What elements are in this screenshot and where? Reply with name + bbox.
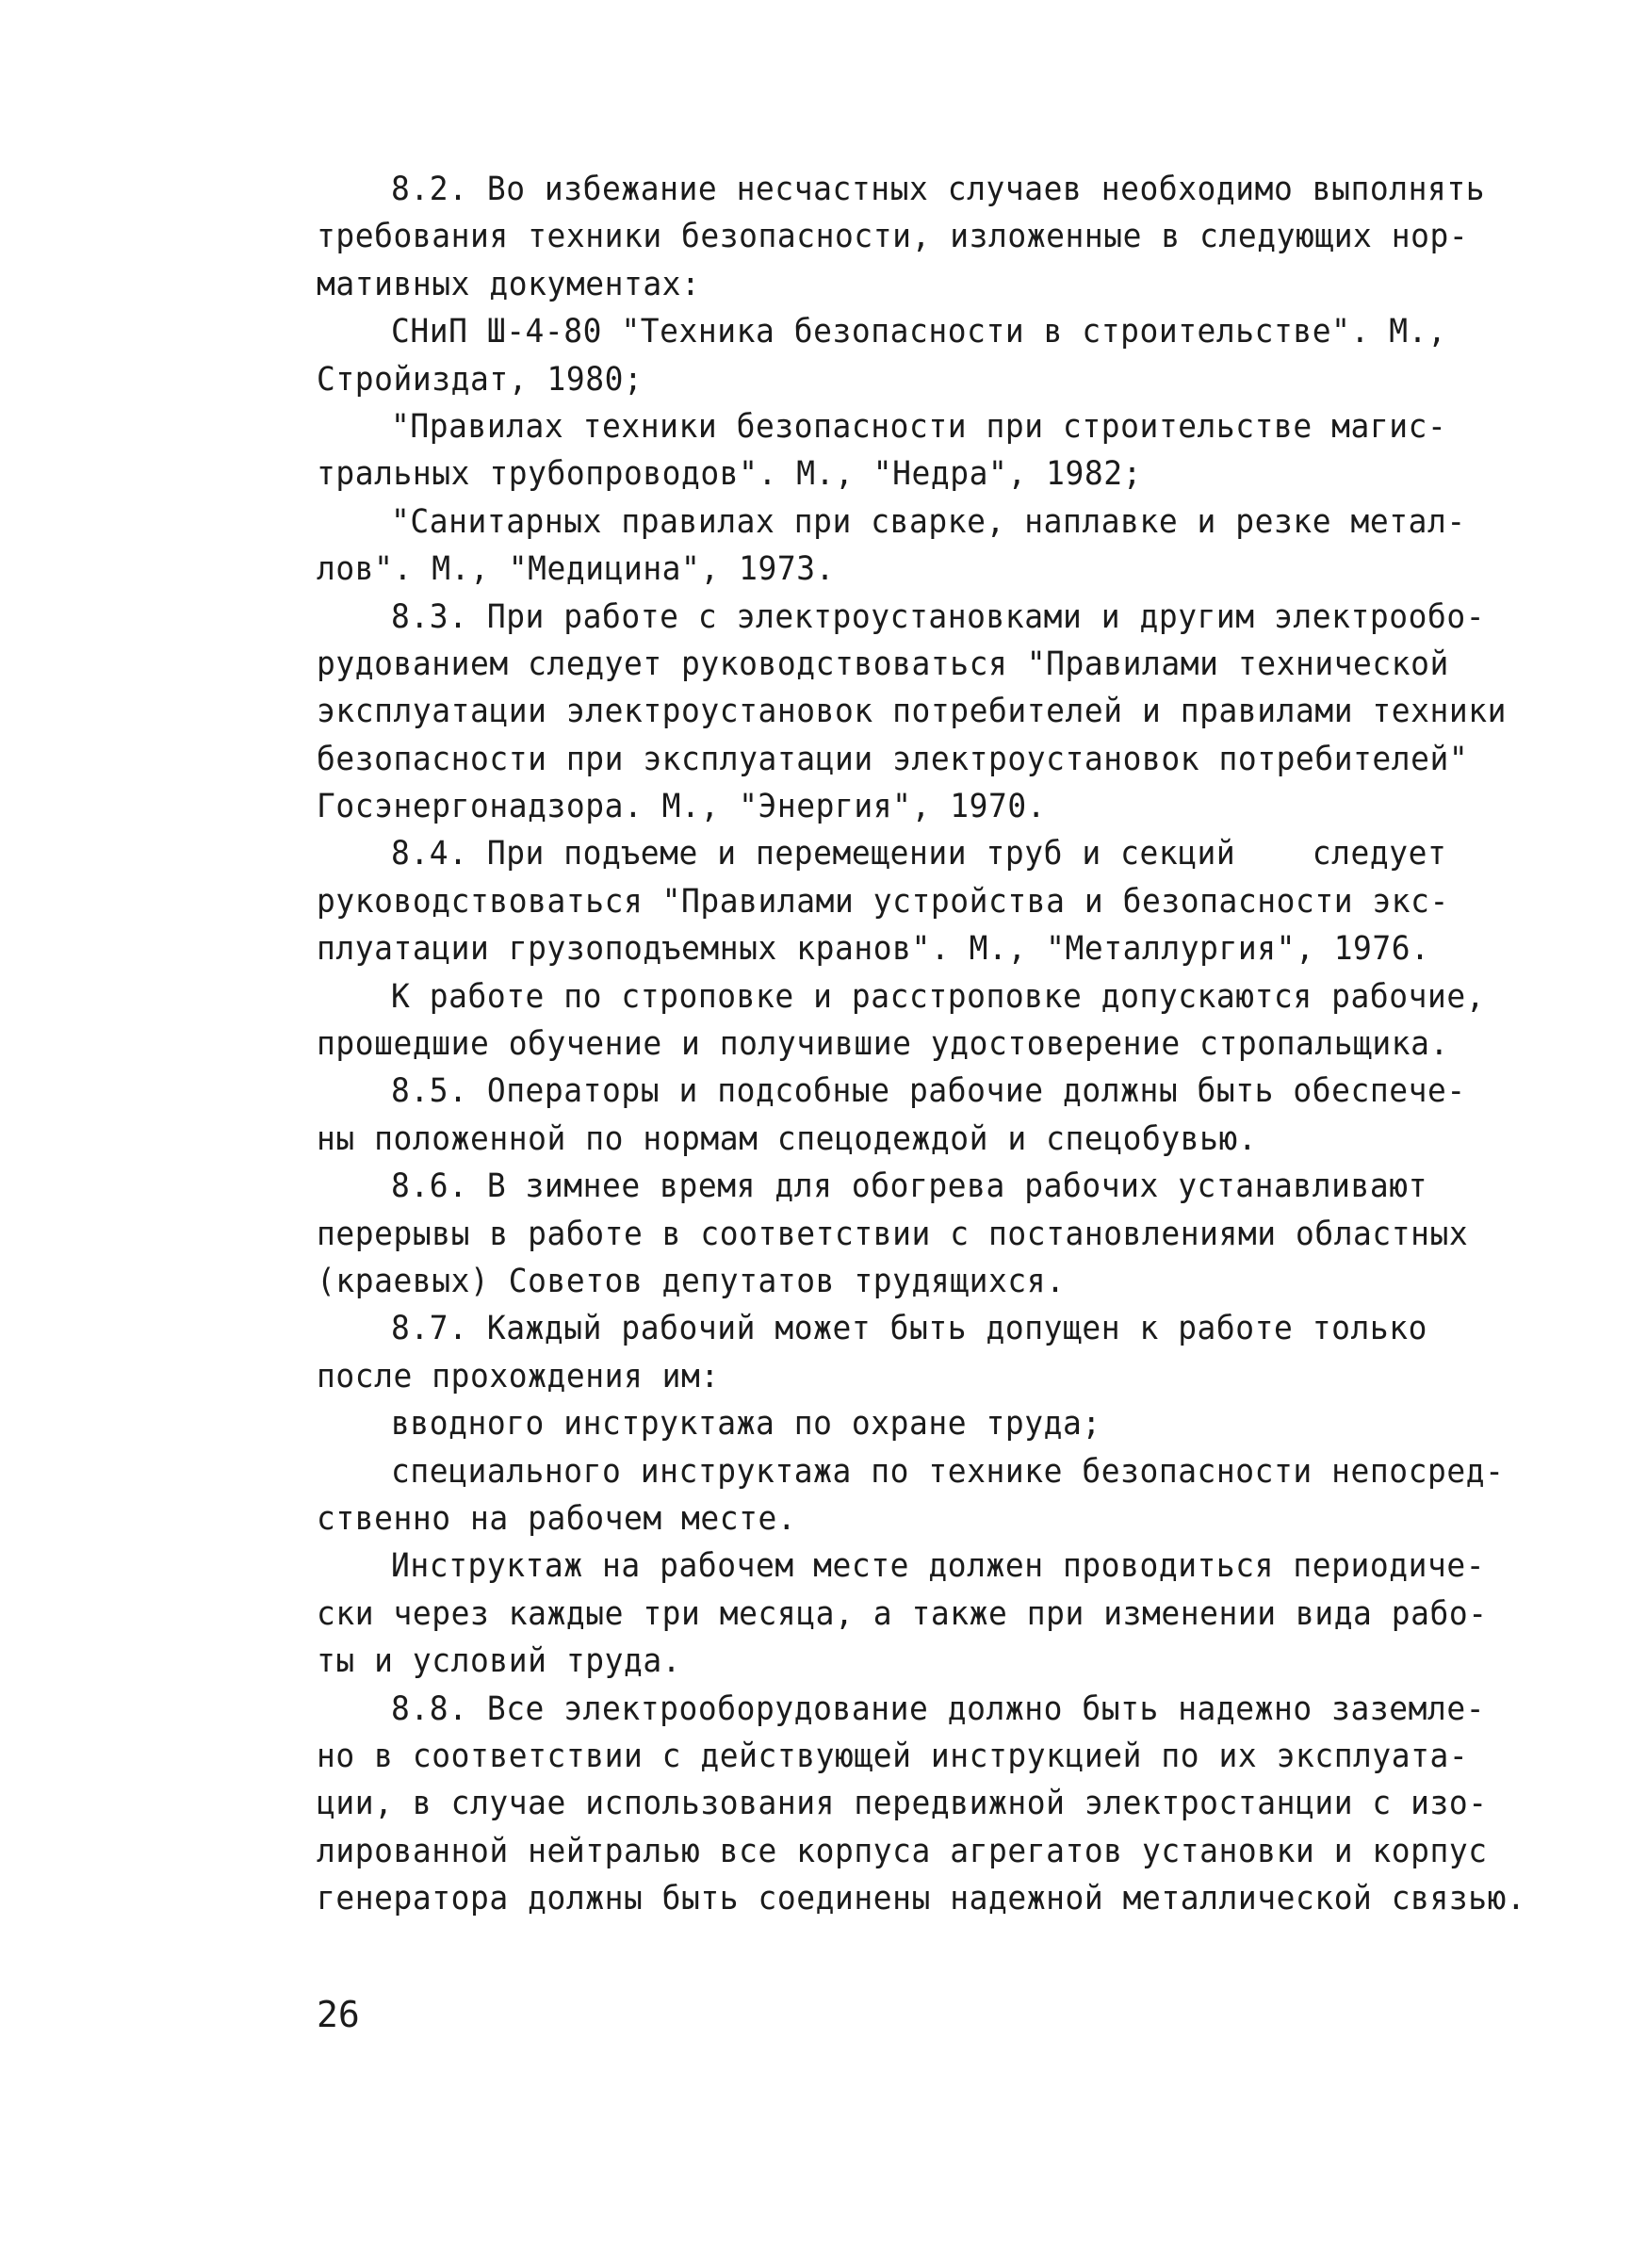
text-line: 8.8. Все электрооборудование должно быть надежно заземле-: [390, 1689, 1486, 1728]
text-line: лов". М., "Медицина", 1973.: [317, 550, 836, 589]
text-line: специального инструктажа по технике безопасности непосред-: [390, 1452, 1505, 1491]
text-line: СНиП Ш-4-80 "Техника безопасности в строительстве". М.,: [390, 313, 1447, 351]
text-line: руководствоваться "Правилами устройства и безопасности экс-: [317, 882, 1449, 921]
text-line: ственно на рабочем месте.: [317, 1499, 797, 1538]
text-line: рудованием следует руководствоваться "Правилами технической: [317, 645, 1449, 683]
text-line: вводного инструктажа по охране труда;: [390, 1405, 1101, 1444]
text-line: ты и условий труда.: [317, 1642, 682, 1681]
text-line: Госэнергонадзора. М., "Энергия", 1970.: [317, 788, 1047, 826]
text-line: безопасности при эксплуатации электроустановок потребителей": [317, 740, 1469, 778]
text-line: генератора должны быть соединены надежной металлической связью.: [317, 1880, 1526, 1918]
text-line: "Санитарных правилах при сварке, наплавке и резке метал-: [390, 502, 1466, 541]
text-line: К работе по строповке и расстроповке допускаются рабочие,: [390, 977, 1486, 1016]
page-number: 26: [317, 1994, 360, 2035]
text-line: ски через каждые три месяца, а также при изменении вида рабо-: [317, 1594, 1488, 1633]
text-line: лированной нейтралью все корпуса агрегатов установки и корпус: [317, 1832, 1488, 1870]
text-line: 8.2. Во избежание несчастных случаев необходимо выполнять: [390, 171, 1486, 208]
text-line: Инструктаж на рабочем месте должен проводиться периодиче-: [390, 1547, 1486, 1586]
text-line: 8.6. В зимнее время для обогрева рабочих устанавливают: [390, 1167, 1428, 1206]
text-line: но в соответствии с действующей инструкцией по их эксплуата-: [317, 1737, 1469, 1775]
text-line: тральных трубопроводов". М., "Недра", 1982;: [317, 455, 1142, 494]
text-line: эксплуатации электроустановок потребителей и правилами техники: [317, 693, 1508, 731]
text-line: после прохождения им:: [317, 1357, 720, 1395]
text-line: (краевых) Советов депутатов трудящихся.: [317, 1262, 1066, 1300]
text-line: прошедшие обучение и получившие удостоверение стропальщика.: [317, 1025, 1449, 1064]
text-line: 8.4. При подъеме и перемещении труб и секций следует: [390, 835, 1447, 873]
text-line: 8.3. При работе с электроустановками и другим электрообо-: [390, 597, 1486, 636]
text-line: "Правилах техники безопасности при строительстве магис-: [390, 407, 1447, 446]
text-line: мативных документах:: [317, 265, 701, 303]
text-line: плуатации грузоподъемных кранов". М., "Металлургия", 1976.: [317, 930, 1430, 969]
text-line: перерывы в работе в соответствии с постановлениями областных: [317, 1215, 1469, 1253]
text-line: 8.5. Операторы и подсобные рабочие должны быть обеспече-: [390, 1072, 1466, 1111]
text-line: 8.7. Каждый рабочий может быть допущен к работе только: [390, 1310, 1428, 1348]
text-line: ции, в случае использования передвижной электростанции с изо-: [317, 1785, 1488, 1823]
text-line: ны положенной по нормам спецодеждой и спецобувью.: [317, 1119, 1258, 1158]
text-line: Стройиздат, 1980;: [317, 360, 644, 399]
body-text: [317, 166, 1532, 1922]
text-line: требования техники безопасности, изложенные в следующих нор-: [317, 218, 1469, 256]
